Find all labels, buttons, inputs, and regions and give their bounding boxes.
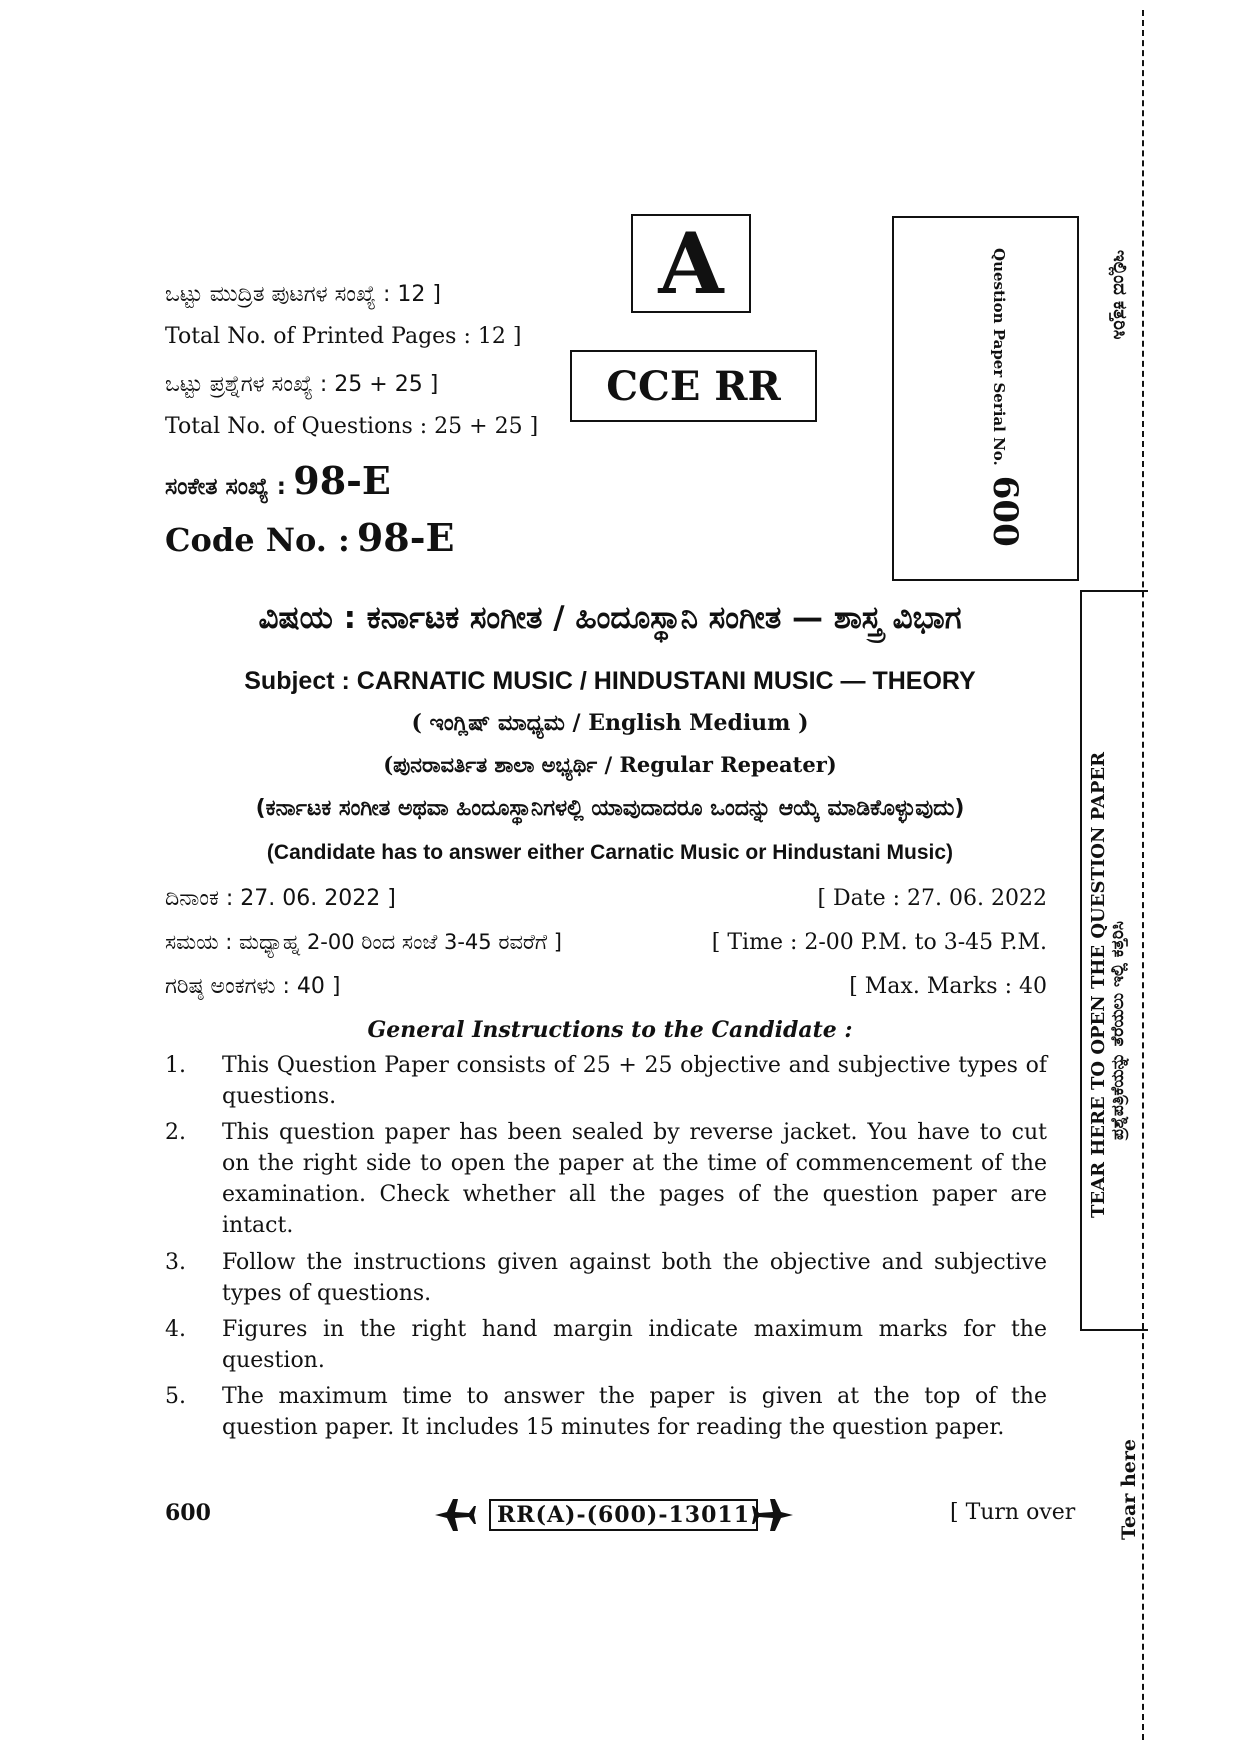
page-code: 600: [165, 1500, 211, 1526]
time-kn: ಸಮಯ : ಮಧ್ಯಾಹ್ನ 2-00 ರಿಂದ ಸಂಜೆ 3-45 ರವರೆಗೆ ]: [165, 930, 562, 954]
serial-label: Question Paper Serial No.: [990, 248, 1008, 466]
instruction-number: 3.: [165, 1250, 186, 1275]
choice-note-kn: (ಕರ್ನಾಟಕ ಸಂಗೀತ ಅಥವಾ ಹಿಂದೂಸ್ಥಾನಿಗಳಲ್ಲಿ ಯಾವುದಾದರೂ ಒಂದನ್ನು ಆಯ್ಕೆ ಮಾಡಿಕೊಳ್ಳುವುದು): [255, 796, 965, 821]
code-en-label: Code No. :: [165, 521, 350, 559]
date-row: [165, 886, 1047, 911]
total-questions-en: Total No. of Questions : 25 + 25 ]: [165, 414, 539, 439]
paper-code: RR(A)-(600)-13011: [489, 1499, 758, 1531]
code-en-value: 98-E: [356, 515, 455, 560]
tear-here-kn-label: ಪ್ರಶ್ನೆಪತ್ರಿಕೆಯನ್ನು ತೆರೆಯಲು ಇಲ್ಲಿ ಕತ್ತರಿಸಿ: [1108, 921, 1128, 1140]
serial-number-text: [985, 248, 1025, 547]
date-kn: ದಿನಾಂಕ : 27. 06. 2022 ]: [165, 886, 396, 911]
subject-kn: ವಿಷಯ : ಕರ್ನಾಟಕ ಸಂಗೀತ / ಹಿಂದೂಸ್ಥಾನಿ ಸಂಗೀತ — ಶಾಸ್ತ್ರ ವಿಭಾಗ: [258, 600, 962, 636]
code-kn-value: 98-E: [293, 458, 391, 503]
total-questions-kn: ಒಟ್ಟು ಪ್ರಶ್ನೆಗಳ ಸಂಖ್ಯೆ : 25 + 25 ]: [165, 372, 439, 397]
tear-dashed-line[interactable]: [1142, 10, 1144, 1740]
total-pages-kn: ಒಟ್ಟು ಮುದ್ರಿತ ಪುಟಗಳ ಸಂಖ್ಯೆ : 12 ]: [165, 282, 441, 307]
instruction-text: The maximum time to answer the paper is given at the top of the question paper. It includes 15 minutes for reading the question paper.: [222, 1384, 1047, 1440]
instruction-item-1: [165, 1050, 1047, 1112]
instruction-text: This question paper has been sealed by reverse jacket. You have to cut on the right side to open the paper at the time of commencement of the examination. Check whether all the pages of the question paper are intact.: [222, 1120, 1047, 1238]
time-row: [165, 930, 1047, 955]
version-box: A: [631, 214, 751, 313]
instruction-item-2: [165, 1117, 1047, 1241]
subject-en: Subject : CARNATIC MUSIC / HINDUSTANI MUSIC — THEORY: [244, 667, 976, 695]
exam-type-box: CCE RR: [570, 350, 817, 422]
code-number-en: [165, 515, 454, 560]
code-kn-label: ಸಂಕೇತ ಸಂಖ್ಯೆ :: [165, 474, 286, 500]
turn-over-label: [ Turn over: [950, 1500, 1076, 1525]
choice-note-en: (Candidate has to answer either Carnatic Music or Hindustani Music): [266, 841, 954, 864]
serial-number: 600: [985, 475, 1025, 547]
total-pages-en: Total No. of Printed Pages : 12 ]: [165, 324, 522, 349]
instruction-item-3: [165, 1247, 1047, 1309]
instruction-number: 4.: [165, 1317, 186, 1342]
marks-kn: ಗರಿಷ್ಠ ಅಂಕಗಳು : 40 ]: [165, 974, 341, 999]
date-en: [ Date : 27. 06. 2022: [817, 886, 1047, 911]
candidate-type: (ಪುನರಾವರ್ತಿತ ಶಾಲಾ ಅಭ್ಯರ್ಥಿ / Regular Repeater): [383, 752, 837, 777]
time-en: [ Time : 2-00 P.M. to 3-45 P.M.: [711, 930, 1047, 955]
instruction-number: 2.: [165, 1120, 186, 1145]
instruction-item-4: [165, 1314, 1047, 1376]
tear-here-en-label: TEAR HERE TO OPEN THE QUESTION PAPER: [1088, 751, 1109, 1218]
airplane-right-icon: [751, 1495, 795, 1535]
cut-here-kn-label: ಇಲ್ಲಿಂದ ಕತ್ತರಿಸಿ: [1109, 250, 1130, 340]
code-number-kn: [165, 458, 391, 503]
tear-here-label: Tear here: [1118, 1439, 1140, 1540]
instruction-text: This Question Paper consists of 25 + 25 objective and subjective types of questions.: [222, 1053, 1047, 1109]
instructions-heading: General Instructions to the Candidate :: [367, 1017, 853, 1043]
medium: ( ಇಂಗ್ಲಿಷ್ ಮಾಧ್ಯಮ / English Medium ): [411, 710, 809, 736]
instruction-text: Follow the instructions given against both the objective and subjective types of questions.: [222, 1250, 1047, 1306]
instruction-number: 1.: [165, 1053, 186, 1078]
instruction-number: 5.: [165, 1384, 186, 1409]
marks-en: [ Max. Marks : 40: [849, 974, 1047, 999]
instruction-item-5: [165, 1381, 1047, 1443]
instruction-text: Figures in the right hand margin indicate maximum marks for the question.: [222, 1317, 1047, 1373]
marks-row: [165, 974, 1047, 999]
airplane-left-icon: [433, 1495, 477, 1535]
